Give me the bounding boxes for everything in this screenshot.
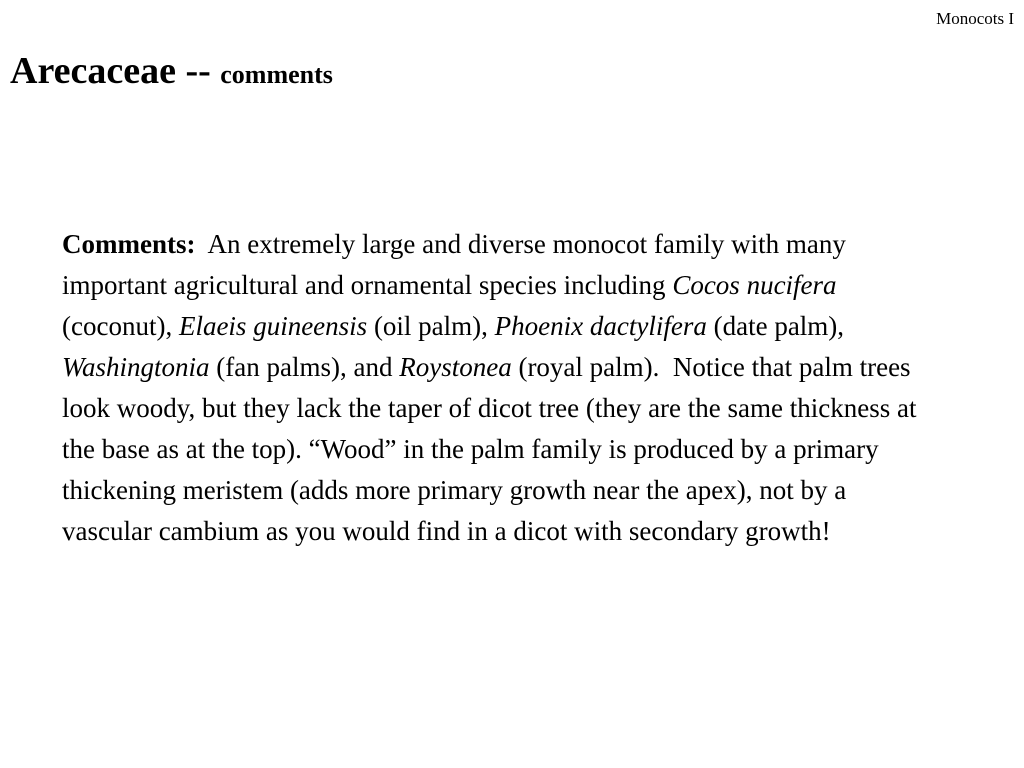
species-common-name: (oil palm), xyxy=(373,311,488,341)
species-name: Cocos nucifera xyxy=(672,270,837,300)
species-name: Washingtonia xyxy=(62,352,210,382)
comments-rest: Notice that palm trees look woody, but they lack the taper of dicot tree (they are the same thickness at the base as at the top). “Wood” in the palm family is produced by a primary thickening meristem (adds more primary growth near the apex), not by a vascular cambium as you would find in a dicot with secondary growth! xyxy=(62,352,917,546)
slide-title xyxy=(10,48,333,98)
comments-intro: An extremely large and diverse monocot family with many important agricultural and ornamental species including xyxy=(62,229,846,300)
species-common-name: (coconut), xyxy=(62,311,173,341)
species-common-name: (fan palms), and xyxy=(216,352,393,382)
species-name: Elaeis guineensis xyxy=(178,311,368,341)
species-name: Roystonea xyxy=(399,352,512,382)
species-common-name: (royal palm). xyxy=(518,352,660,382)
species-name: Phoenix dactylifera xyxy=(494,311,707,341)
slide-title-sub: comments xyxy=(220,60,333,89)
section-label: Monocots I xyxy=(936,9,1014,28)
species-common-name: (date palm), xyxy=(713,311,845,341)
comments-label: Comments: xyxy=(62,229,196,259)
comments-paragraph xyxy=(62,224,922,552)
slide-title-main: Arecaceae -- xyxy=(10,50,211,92)
